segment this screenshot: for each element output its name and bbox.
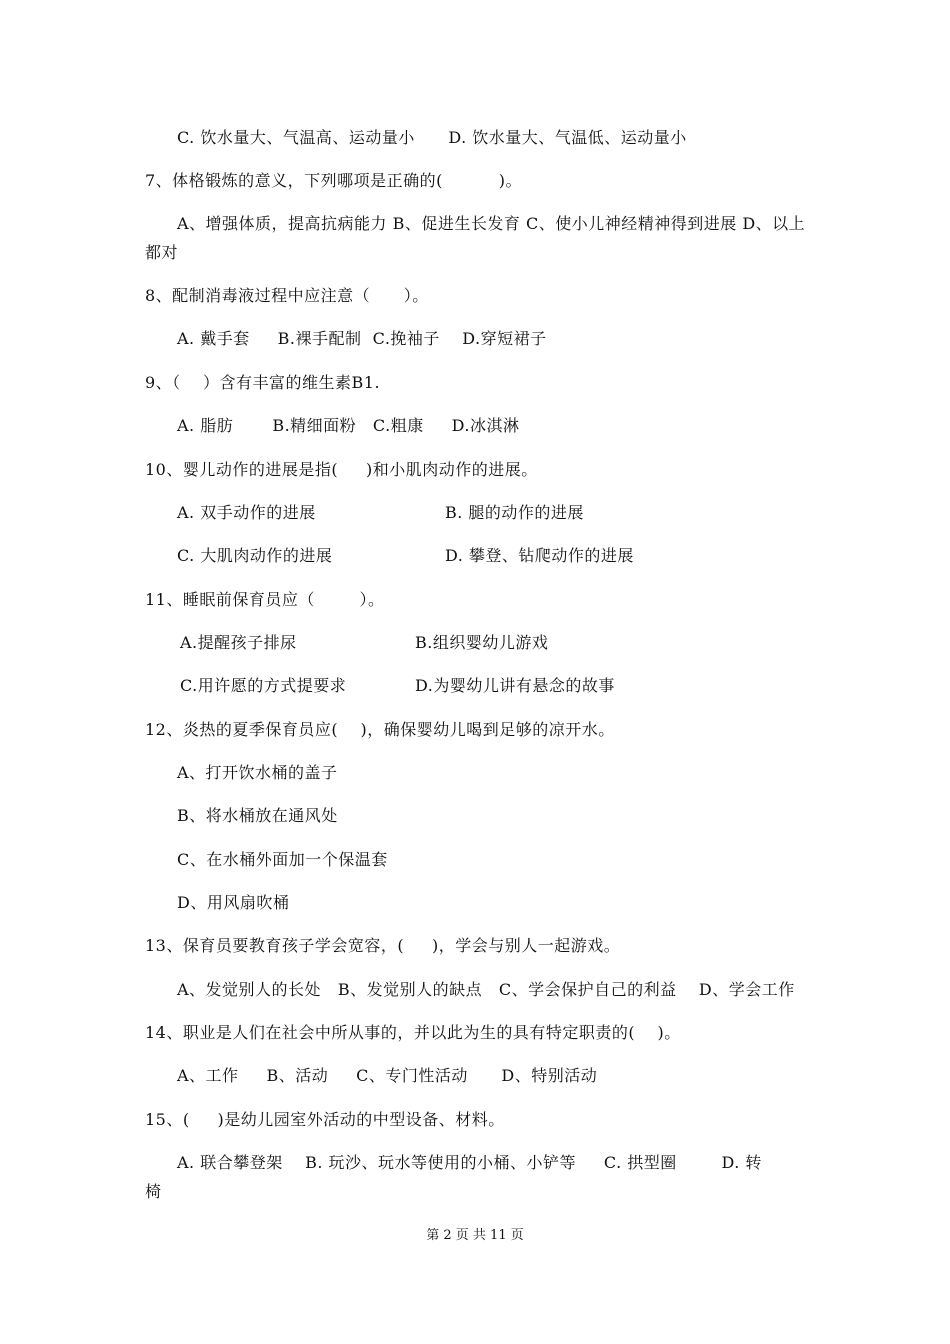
question-11: 11、睡眠前保育员应（ ）。 <box>145 590 385 609</box>
q7-options: A、增强体质，提高抗病能力 B、促进生长发育 C、使小儿神经精神得到进展 D、以上 <box>177 214 806 233</box>
q15-options: A. 联合攀登架 B. 玩沙、玩水等使用的小桶、小铲等 C. 拱型圈 D. 转 <box>177 1153 762 1172</box>
q15-options-cont: 椅 <box>145 1182 162 1201</box>
q8-options: A. 戴手套 B.裸手配制 C.挽袖子 D.穿短裙子 <box>177 329 547 348</box>
question-13: 13、保育员要教育孩子学会宽容，( )，学会与别人一起游戏。 <box>145 936 621 955</box>
q11-option-b: B.组织婴幼儿游戏 <box>415 633 549 652</box>
question-9: 9、（ ）含有丰富的维生素B1. <box>145 373 381 392</box>
q12-option-c: C、在水桶外面加一个保温套 <box>177 850 388 869</box>
q10-option-b: B. 腿的动作的进展 <box>445 503 584 522</box>
q9-options: A. 脂肪 B.精细面粉 C.粗康 D.冰淇淋 <box>177 416 520 435</box>
question-15: 15、( )是幼儿园室外活动的中型设备、材料。 <box>145 1110 505 1129</box>
question-14: 14、职业是人们在社会中所从事的，并以此为生的具有特定职责的( )。 <box>145 1023 681 1042</box>
q11-option-d: D.为婴幼儿讲有悬念的故事 <box>415 676 615 695</box>
question-7: 7、体格锻炼的意义，下列哪项是正确的( )。 <box>145 171 523 190</box>
q14-options: A、工作 B、活动 C、专门性活动 D、特别活动 <box>177 1066 598 1085</box>
page-footer: 第 2 页 共 11 页 <box>426 1228 524 1243</box>
q13-options: A、发觉别人的长处 B、发觉别人的缺点 C、学会保护自己的利益 D、学会工作 <box>177 980 795 999</box>
q12-option-b: B、将水桶放在通风处 <box>177 806 338 825</box>
question-12: 12、炎热的夏季保育员应( )，确保婴幼儿喝到足够的凉开水。 <box>145 720 615 739</box>
q11-option-a: A.提醒孩子排尿 <box>180 633 297 652</box>
q10-option-c: C. 大肌肉动作的进展 <box>177 546 333 565</box>
q10-option-d: D. 攀登、钻爬动作的进展 <box>445 546 634 565</box>
question-8: 8、配制消毒液过程中应注意（ ）。 <box>145 286 429 305</box>
q11-option-c: C.用许愿的方式提要求 <box>180 676 347 695</box>
q7-options-cont: 都对 <box>145 243 179 262</box>
question-10: 10、婴儿动作的进展是指( )和小肌肉动作的进展。 <box>145 460 538 479</box>
q6-options-cd: C. 饮水量大、气温高、运动量小 D. 饮水量大、气温低、运动量小 <box>177 128 687 147</box>
q10-option-a: A. 双手动作的进展 <box>177 503 316 522</box>
q12-option-d: D、用风扇吹桶 <box>177 893 290 912</box>
q12-option-a: A、打开饮水桶的盖子 <box>177 763 338 782</box>
